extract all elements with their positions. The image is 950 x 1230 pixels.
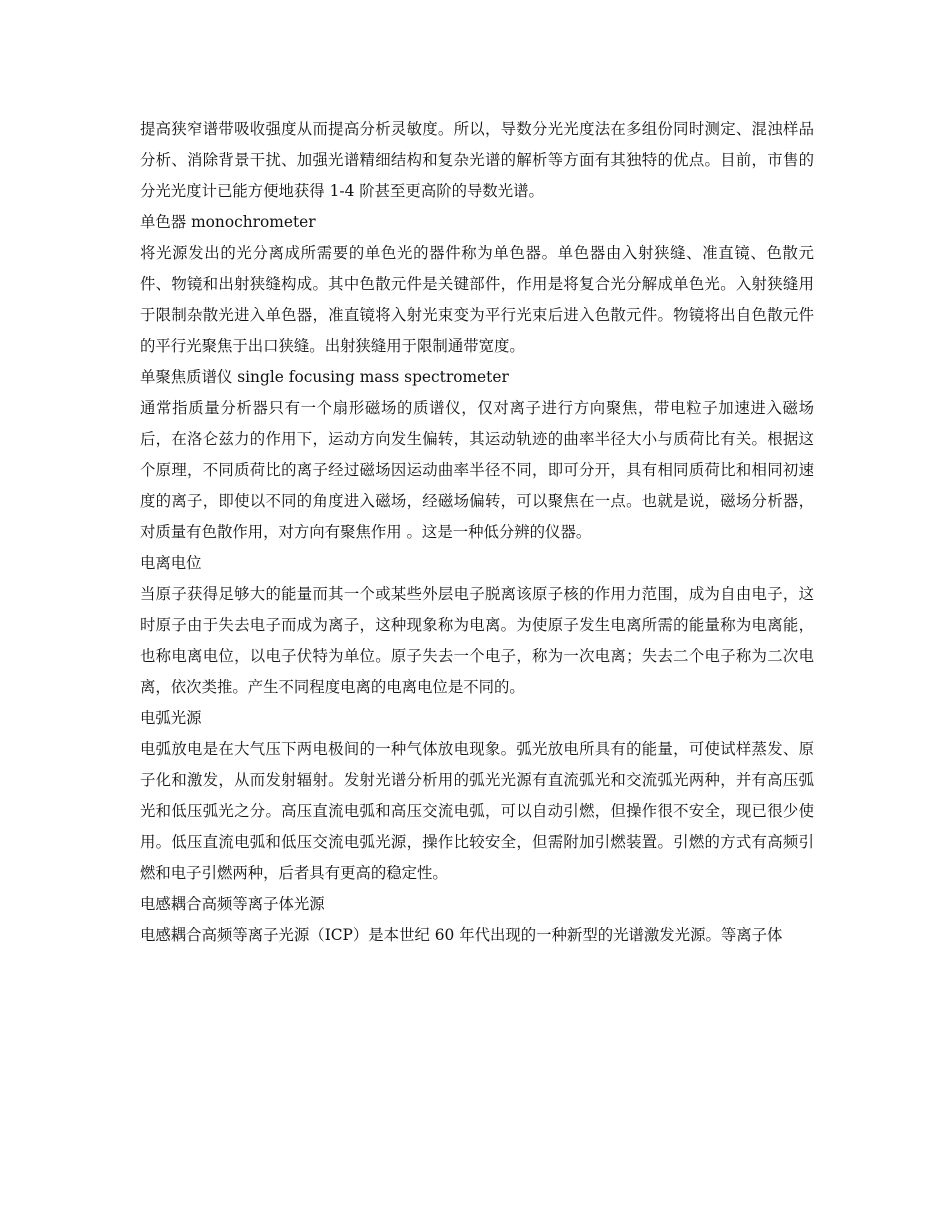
paragraph-single-focusing-ms: 通常指质量分析器只有一个扇形磁场的质谱仪，仅对离子进行方向聚焦，带电粒子加速进入磁场后，在洛仑兹力的作用下，运动方向发生偏转，其运动轨迹的曲率半径大小与质荷比有关。根据这个原理，不同质荷比的离子经过磁场因运动曲率半径不同，即可分开，具有相同质荷比和相同初速度的离子，即使以不同的角度进入磁场，经磁场偏转，可以聚焦在一点。也就是说，磁场分析器，对质量有色散作用，对方向有聚焦作用 。这是一种低分辨的仪器。 bbox=[140, 399, 814, 541]
heading-arc-source: 电弧光源 bbox=[140, 709, 202, 727]
paragraph-arc-source: 电弧放电是在大气压下两电极间的一种气体放电现象。弧光放电所具有的能量，可使试样蒸发、原子化和激发，从而发射辐射。发射光谱分析用的弧光光源有直流弧光和交流弧光两种，并有高压弧光和低压弧光之分。高压直流电弧和高压交流电弧，可以自动引燃，但操作很不安全，现已很少使用。低压直流电弧和低压交流电弧光源，操作比较安全，但需附加引燃装置。引燃的方式有高频引燃和电子引燃两种，后者具有更高的稳定性。 bbox=[140, 740, 814, 882]
heading-ionization-potential: 电离电位 bbox=[140, 554, 202, 572]
heading-icp-source: 电感耦合高频等离子体光源 bbox=[140, 895, 325, 913]
document-body bbox=[140, 114, 814, 951]
paragraph-derivative-spectroscopy: 提高狭窄谱带吸收强度从而提高分析灵敏度。所以，导数分光光度法在多组份同时测定、混浊样品分析、消除背景干扰、加强光谱精细结构和复杂光谱的解析等方面有其独特的优点。目前，市售的分光光度计已能方便地获得 1-4 阶甚至更高阶的导数光谱。 bbox=[140, 120, 814, 200]
paragraph-icp-source: 电感耦合高频等离子光源（ICP）是本世纪 60 年代出现的一种新型的光谱激发光源。等离子体 bbox=[140, 926, 783, 944]
paragraph-ionization-potential: 当原子获得足够大的能量而其一个或某些外层电子脱离该原子核的作用力范围，成为自由电子，这时原子由于失去电子而成为离子，这种现象称为电离。为使原子发生电离所需的能量称为电离能，也称电离电位，以电子伏特为单位。原子失去一个电子，称为一次电离；失去二个电子称为二次电离，依次类推。产生不同程度电离的电离电位是不同的。 bbox=[140, 585, 814, 696]
paragraph-monochromator: 将光源发出的光分离成所需要的单色光的器件称为单色器。单色器由入射狭缝、准直镜、色散元件、物镜和出射狭缝构成。其中色散元件是关键部件，作用是将复合光分解成单色光。入射狭缝用于限制杂散光进入单色器，准直镜将入射光束变为平行光束后进入色散元件。物镜将出自色散元件的平行光聚焦于出口狭缝。出射狭缝用于限制通带宽度。 bbox=[140, 244, 814, 355]
heading-monochromator: 单色器 monochrometer bbox=[140, 213, 316, 231]
heading-single-focusing-ms: 单聚焦质谱仪 single focusing mass spectrometer bbox=[140, 368, 509, 386]
